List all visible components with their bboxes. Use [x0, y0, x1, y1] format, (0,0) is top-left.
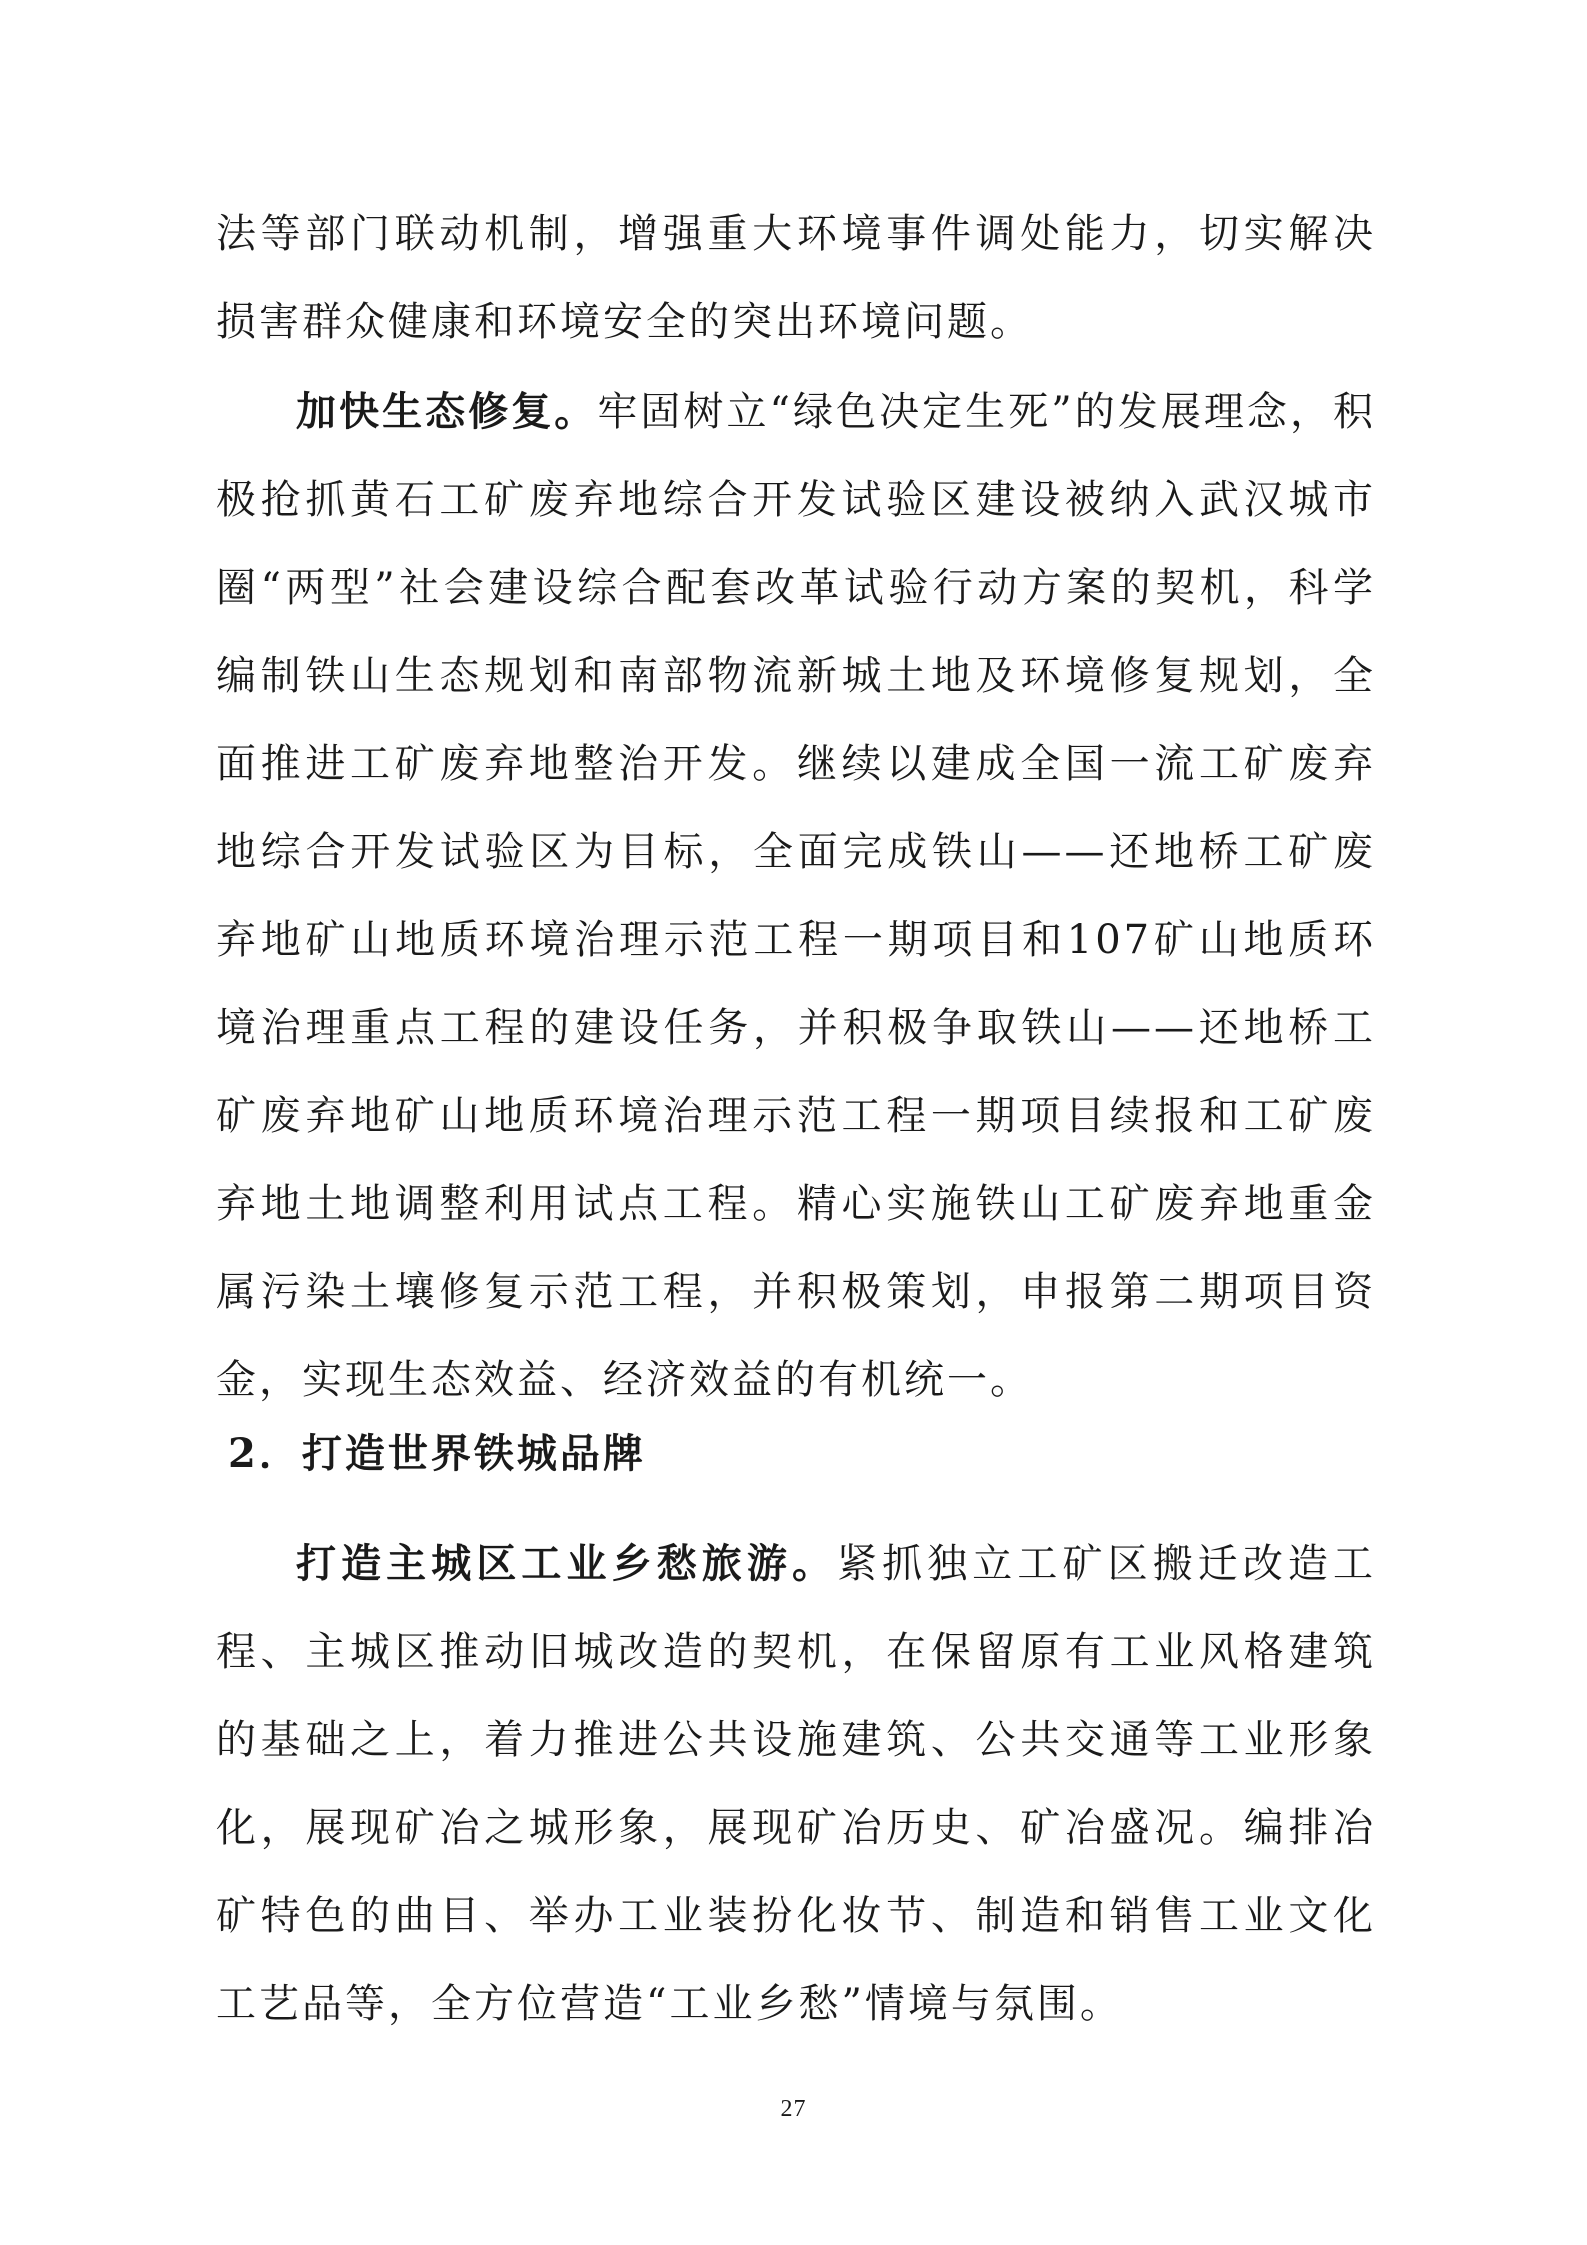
- paragraph-continuation: [216, 190, 1376, 366]
- paragraph-body: [216, 1520, 1376, 2048]
- section-heading: [216, 1410, 1376, 1498]
- section-title: 打造世界铁城品牌: [301, 1430, 646, 1477]
- section-number: 2．: [228, 1430, 302, 1477]
- paragraph-text: 紧抓独立工矿区搬迁改造工程、主城区推动旧城改造的契机，在保留原有工业风格建筑的基础之上，着力推进公共设施建筑、公共交通等工业形象化，展现矿冶之城形象，展现矿冶历史、矿冶盛况。编排冶矿特色的曲目、举办工业装扮化妆节、制造和销售工业文化工艺品等，全方位营造“工业乡愁”情境与氛围。: [216, 1541, 1377, 2027]
- page-number: 27: [780, 2096, 807, 2122]
- paragraph-text: 牢固树立“绿色决定生死”的发展理念，积极抢抓黄石工矿废弃地综合开发试验区建设被纳入武汉城市圈“两型”社会建设综合配套改革试验行动方案的契机，科学编制铁山生态规划和南部物流新城土地及环境修复规划，全面推进工矿废弃地整治开发。继续以建成全国一流工矿废弃地综合开发试验区为目标，全面完成铁山——还地桥工矿废弃地矿山地质环境治理示范工程一期项目和107矿山地质环境治理重点工程的建设任务，并积极争取铁山——还地桥工矿废弃地矿山地质环境治理示范工程一期项目续报和工矿废弃地土地调整利用试点工程。精心实施铁山工矿废弃地重金属污染土壤修复示范工程，并积极策划，申报第二期项目资金，实现生态效益、经济效益的有机统一。: [216, 389, 1376, 1403]
- paragraph-industrial-tourism: [216, 1520, 1376, 2048]
- section-heading-line: [216, 1410, 1376, 1498]
- paragraph-text: 法等部门联动机制，增强重大环境事件调处能力，切实解决损害群众健康和环境安全的突出环境问题。: [216, 211, 1376, 345]
- paragraph-body: [216, 368, 1376, 1424]
- paragraph-lead-phrase: 打造主城区工业乡愁旅游。: [296, 1540, 838, 1587]
- paragraph-ecological-restoration: [216, 368, 1376, 1424]
- paragraph-lead-phrase: 加快生态修复。: [296, 388, 598, 435]
